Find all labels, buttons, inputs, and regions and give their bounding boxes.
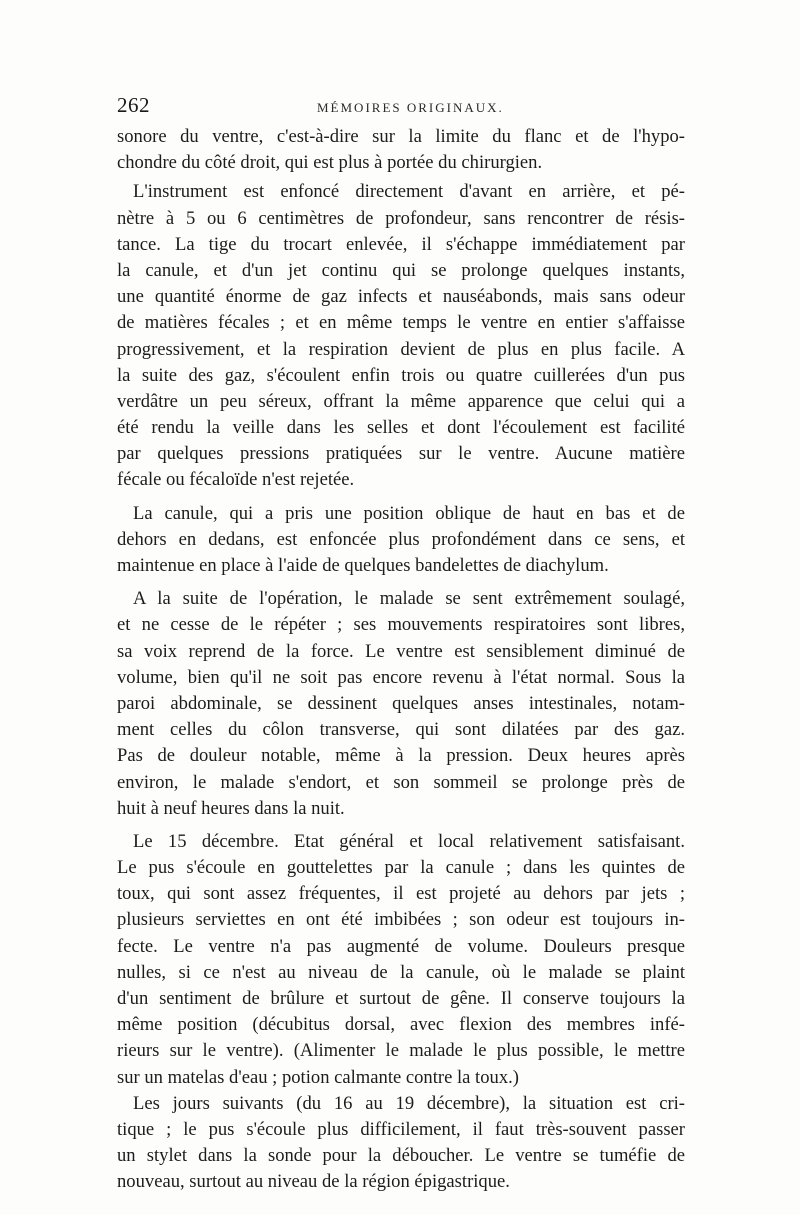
text-line: A la suite de l'opération, le malade se sent extrêmement soulagé, (133, 588, 685, 610)
page-header (117, 93, 685, 123)
text-line: volume, bien qu'il ne soit pas encore revenu à l'état normal. Sous la (117, 666, 685, 688)
text-line: de matières fécales ; et en même temps le ventre en entier s'affaisse (117, 312, 685, 334)
text-line: ment celles du côlon transverse, qui sont dilatées par des gaz. (117, 719, 685, 741)
text-line: dehors en dedans, est enfoncée plus profondément dans ce sens, et (117, 528, 685, 550)
text-line: d'un sentiment de brûlure et surtout de gêne. Il conserve toujours la (117, 988, 685, 1009)
text-line: la canule, et d'un jet continu qui se prolonge quelques instants, (117, 259, 685, 281)
text-line: rieurs sur le ventre). (Alimenter le malade le plus possible, le mettre (117, 1040, 685, 1062)
text-line: huit à neuf heures dans la nuit. (117, 797, 345, 819)
text-line: tance. La tige du trocart enlevée, il s'échappe immédiatement par (117, 233, 685, 255)
text-line: nulles, si ce n'est au niveau de la canule, où le malade se plaint (117, 961, 685, 983)
text-line: Le pus s'écoule en gouttelettes par la canule ; dans les quintes de (117, 857, 685, 879)
paragraph (117, 586, 685, 822)
text-line: tique ; le pus s'écoule plus difficilement, il faut très-souvent passer (117, 1118, 685, 1140)
text-line: été rendu la veille dans les selles et dont l'écoulement est facilité (117, 417, 685, 439)
text-line: progressivement, et la respiration devient de plus en plus facile. A (117, 338, 685, 360)
text-line: Pas de douleur notable, même à la pression. Deux heures après (117, 745, 685, 767)
paragraph (117, 501, 685, 580)
text-line: Le 15 décembre. Etat général et local relativement satisfaisant. (133, 830, 685, 852)
text-line: environ, le malade s'endort, et son sommeil se prolonge près de (117, 771, 685, 793)
text-line: fécale ou fécaloïde n'est rejetée. (117, 469, 355, 491)
paragraph (117, 179, 685, 493)
running-title: MÉMOIRES ORIGINAUX. (317, 100, 504, 115)
text-line: L'instrument est enfoncé directement d'avant en arrière, et pé- (133, 181, 685, 203)
text-line: fecte. Le ventre n'a pas augmenté de volume. Douleurs presque (117, 935, 685, 957)
text-line: par quelques pressions pratiquées sur le ventre. Aucune matière (117, 443, 685, 465)
text-line: même position (décubitus dorsal, avec flexion des membres infé- (117, 1014, 685, 1036)
text-line: La canule, qui a pris une position oblique de haut en bas et de (133, 502, 685, 524)
text-line: toux, qui sont assez fréquentes, il est projeté au dehors par jets ; (117, 883, 685, 905)
text-line: sa voix reprend de la force. Le ventre est sensiblement diminué de (117, 640, 685, 662)
paragraph (117, 124, 685, 176)
text-line: la suite des gaz, s'écoulent enfin trois ou quatre cuillerées d'un pus (117, 364, 685, 386)
text-line: sonore du ventre, c'est-à-dire sur la limite du flanc et de l'hypo- (117, 126, 685, 147)
page-number: 262 (117, 93, 150, 117)
text-line: un stylet dans la sonde pour la déboucher. Le ventre se tuméfie de (117, 1145, 685, 1167)
paragraph (117, 829, 685, 1091)
text-line: nouveau, surtout au niveau de la région épigastrique. (117, 1171, 510, 1193)
text-line: Les jours suivants (du 16 au 19 décembre), la situation est cri- (133, 1092, 685, 1114)
text-line: paroi abdominale, se dessinent quelques anses intestinales, notam- (117, 692, 685, 714)
text-line: maintenue en place à l'aide de quelques bandelettes de diachylum. (117, 555, 609, 576)
text-line: verdâtre un peu séreux, offrant la même apparence que celui qui a (117, 390, 685, 412)
text-line: sur un matelas d'eau ; potion calmante contre la toux.) (117, 1066, 519, 1088)
text-line: chondre du côté droit, qui est plus à portée du chirurgien. (117, 152, 543, 174)
text-line: nètre à 5 ou 6 centimètres de profondeur, sans rencontrer de résis- (117, 207, 685, 229)
text-line: une quantité énorme de gaz infects et nauséabonds, mais sans odeur (117, 286, 685, 308)
text-line: et ne cesse de le répéter ; ses mouvements respiratoires sont libres, (117, 614, 685, 636)
paragraph (117, 1091, 685, 1196)
body-text (117, 124, 685, 1196)
text-line: plusieurs serviettes en ont été imbibées ; son odeur est toujours in- (117, 909, 685, 931)
